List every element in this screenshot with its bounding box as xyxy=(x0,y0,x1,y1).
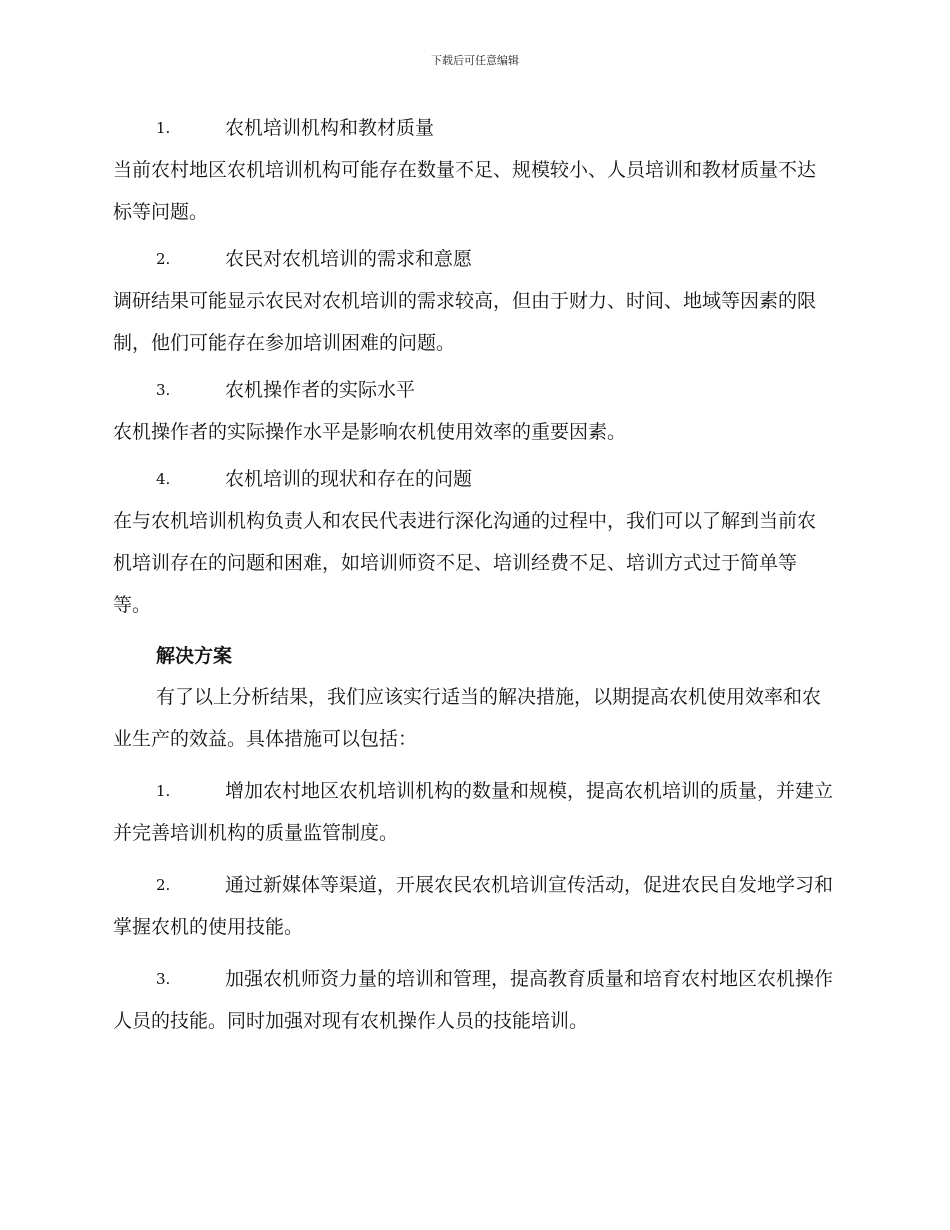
solution-item-text: 通过新媒体等渠道，开展农民农机培训宣传活动，促进农民自发地学习和掌握农机的使用技能。 xyxy=(113,874,834,938)
solution-intro: 有了以上分析结果，我们应该实行适当的解决措施，以期提高农机使用效率和农业生产的效益。具体措施可以包括： xyxy=(113,686,822,750)
analysis-item-body: 调研结果可能显示农民对农机培训的需求较高，但由于财力、时间、地域等因素的限制，他们可能存在参加培训困难的问题。 xyxy=(113,290,817,354)
analysis-item-body: 在与农机培训机构负责人和农民代表进行深化沟通的过程中，我们可以了解到当前农机培训存在的问题和困难，如培训师资不足、培训经费不足、培训方式过于简单等等。 xyxy=(113,510,817,616)
item-number: 1. xyxy=(156,782,171,800)
document-body xyxy=(113,114,833,1042)
solution-item xyxy=(113,864,833,948)
item-number: 3. xyxy=(156,381,171,399)
item-number: 1. xyxy=(156,119,171,137)
item-number: 4. xyxy=(156,470,171,488)
analysis-item-heading xyxy=(113,245,833,273)
solution-item xyxy=(113,770,833,854)
page-header: 下载后可任意编辑 xyxy=(431,54,519,67)
solution-item-text: 加强农机师资力量的培训和管理，提高教育质量和培育农村地区农机操作人员的技能。同时加强对现有农机操作人员的技能培训。 xyxy=(113,968,834,1032)
analysis-item-heading xyxy=(113,114,833,142)
solution-item-text: 增加农村地区农机培训机构的数量和规模，提高农机培训的质量，并建立并完善培训机构的质量监管制度。 xyxy=(113,780,834,844)
analysis-item-body: 当前农村地区农机培训机构可能存在数量不足、规模较小、人员培训和教材质量不达标等问题。 xyxy=(113,159,817,223)
item-number: 2. xyxy=(156,250,171,268)
item-number: 3. xyxy=(156,970,171,988)
analysis-item-heading xyxy=(113,465,833,493)
item-title: 农机培训的现状和存在的问题 xyxy=(225,468,473,490)
item-title: 农民对农机培训的需求和意愿 xyxy=(225,248,473,270)
solution-item xyxy=(113,958,833,1042)
analysis-item-heading xyxy=(113,376,833,404)
item-title: 农机操作者的实际水平 xyxy=(225,379,416,401)
item-title: 农机培训机构和教材质量 xyxy=(225,117,435,139)
section-title: 解决方案 xyxy=(156,645,233,667)
item-number: 2. xyxy=(156,876,171,894)
analysis-item-body: 农机操作者的实际操作水平是影响农机使用效率的重要因素。 xyxy=(113,421,627,443)
